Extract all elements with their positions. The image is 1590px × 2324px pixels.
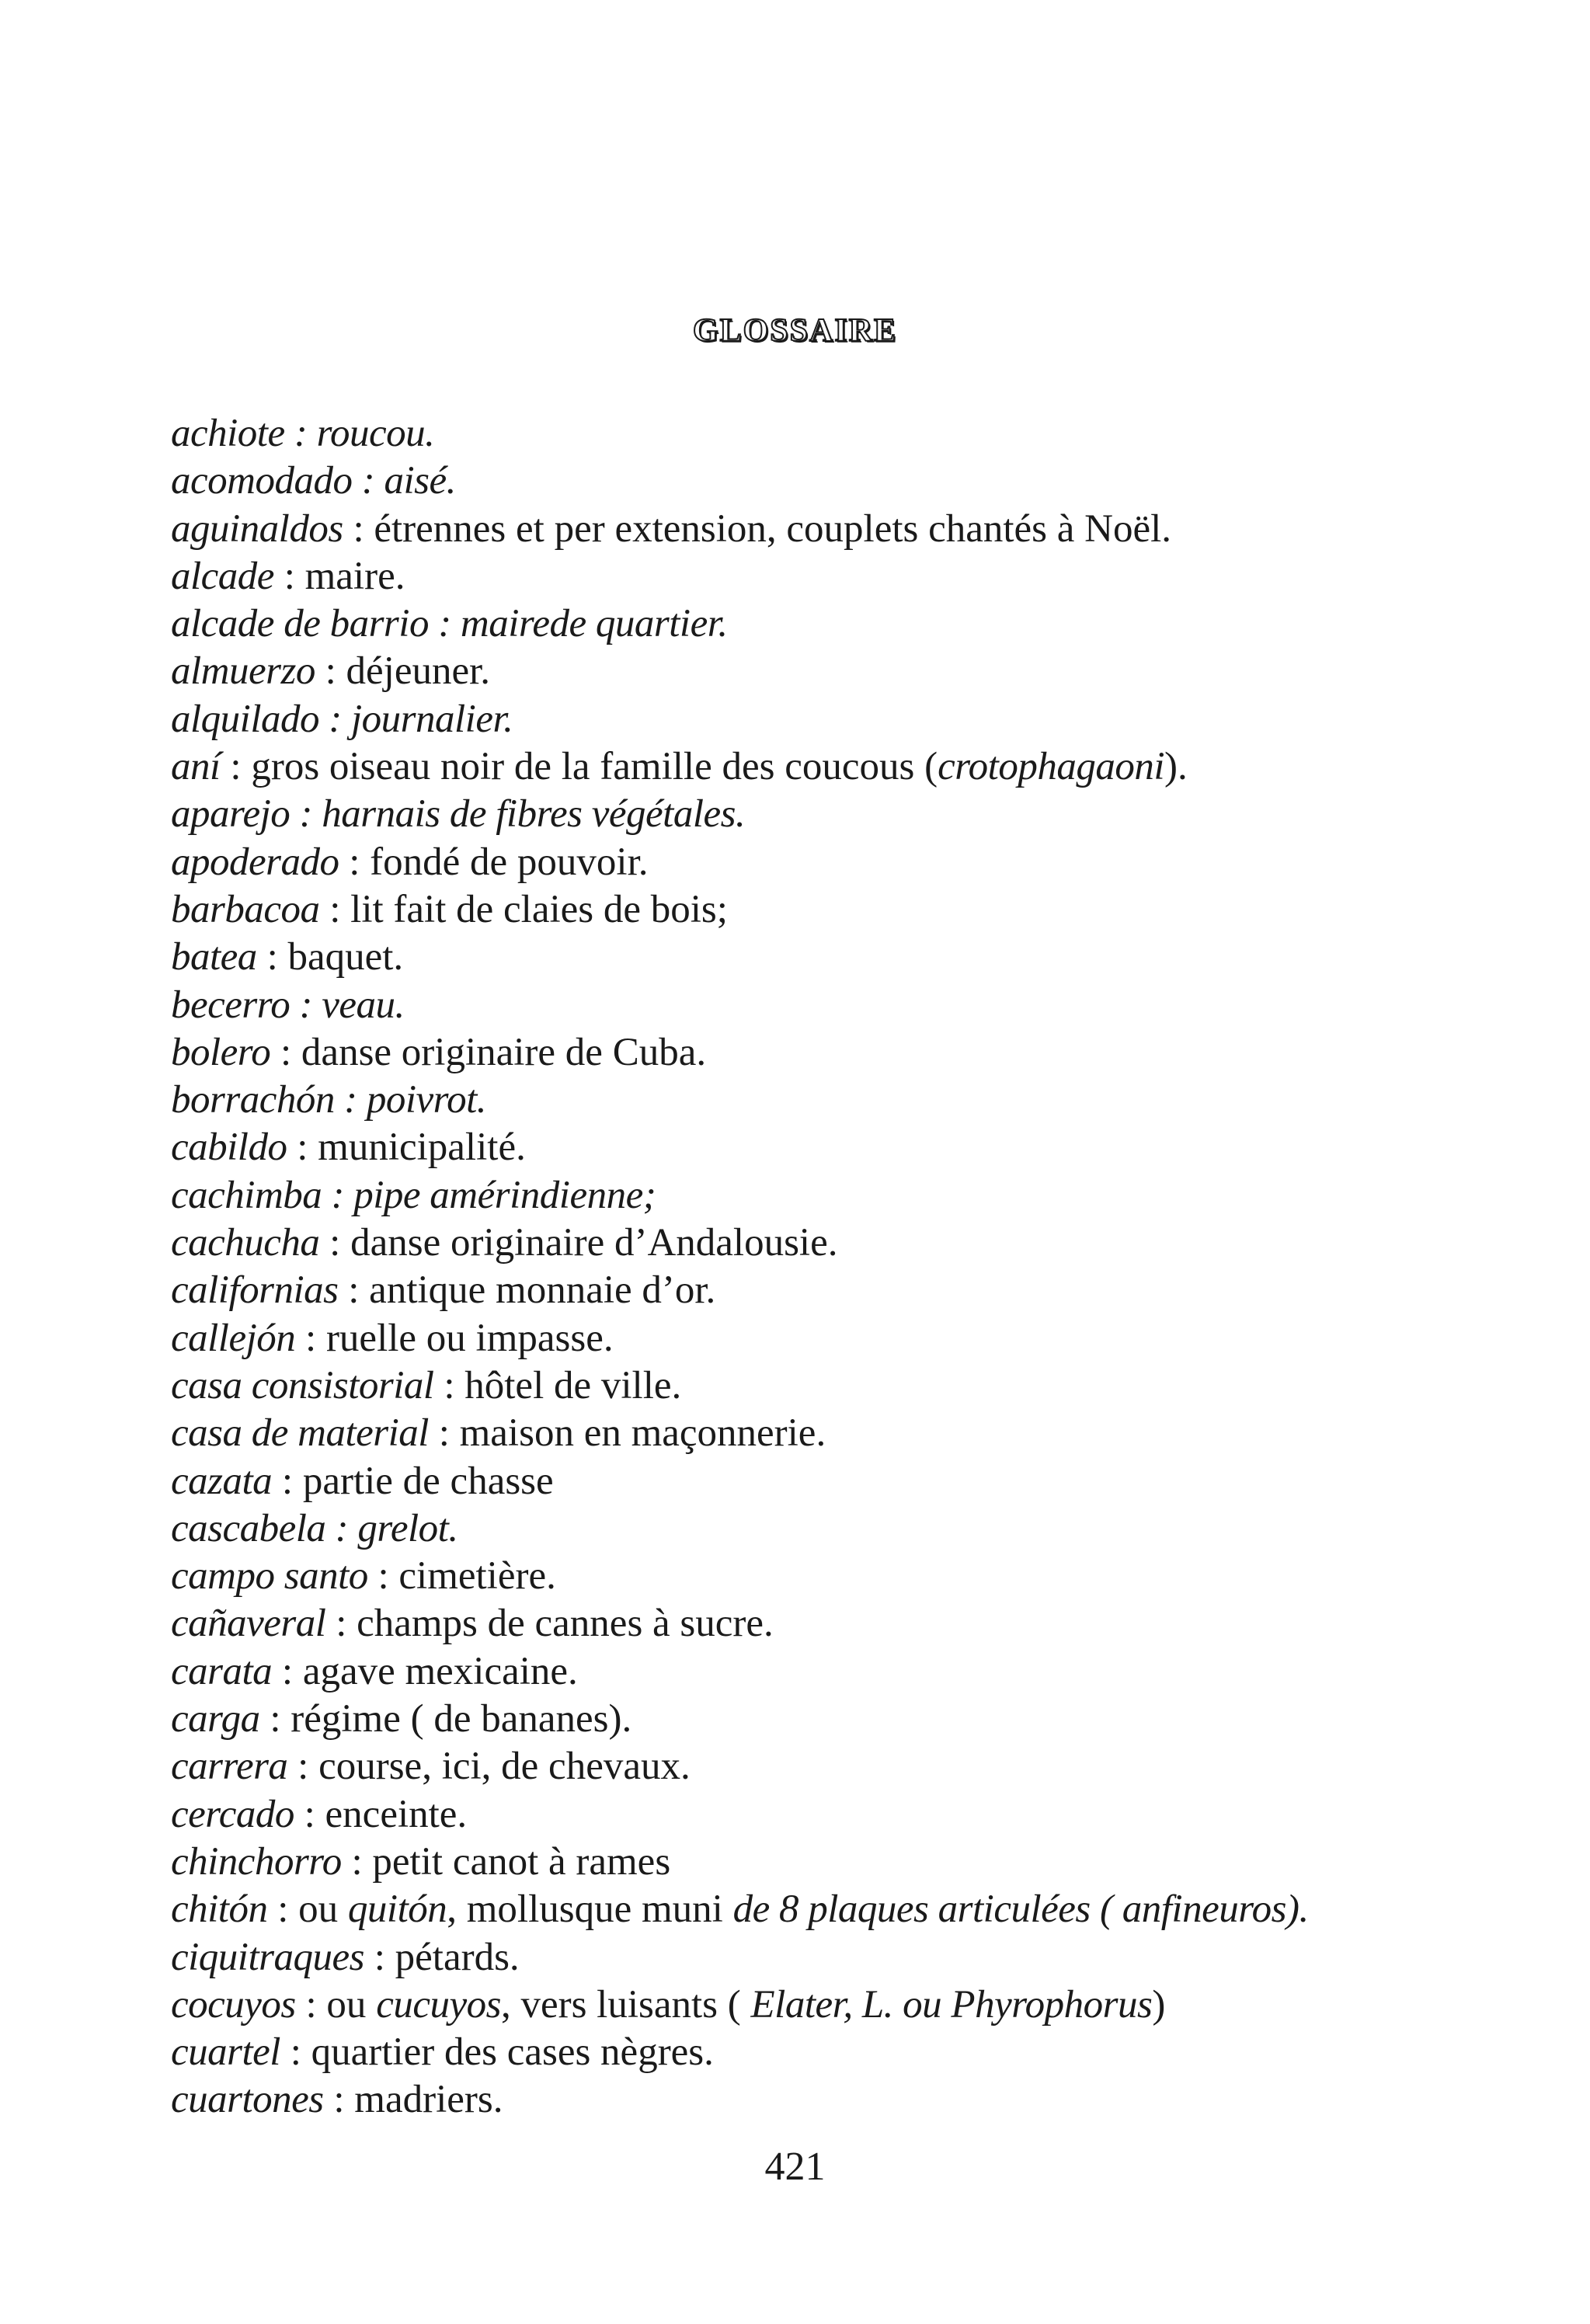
- glossary-entry: [171, 2076, 1507, 2124]
- glossary-entry: [171, 1934, 1507, 1981]
- glossary-term: cuartel: [171, 2030, 280, 2075]
- glossary-term: apoderado: [171, 840, 339, 884]
- glossary-definition: : pétards.: [364, 1935, 520, 1979]
- glossary-term: cazata: [171, 1459, 273, 1503]
- glossary-definition: : madriers.: [323, 2078, 503, 2122]
- glossary-entry: [171, 410, 1507, 457]
- glossary-entry: [171, 934, 1507, 981]
- glossary-definition: : antique monnaie d’or.: [338, 1268, 716, 1313]
- glossary-definition: : baquet.: [256, 935, 404, 979]
- glossary-entry: [171, 1267, 1507, 1314]
- glossary-term: ciquitraques: [171, 1935, 364, 1979]
- glossary-definition: : enceinte.: [294, 1792, 468, 1836]
- glossary-entry: [171, 1458, 1507, 1505]
- glossary-entry: [171, 1029, 1507, 1077]
- glossary-entry: [171, 1600, 1507, 1647]
- glossary-entry: [171, 1553, 1507, 1600]
- glossary-definition: , vers luisants (: [500, 1982, 751, 2027]
- glossary-definition: : agave mexicaine.: [272, 1649, 578, 1693]
- glossary-definition: : gros oiseau noir de la famille des coucous (: [220, 745, 938, 789]
- glossary-definition: : maire.: [273, 554, 405, 598]
- glossary-term: almuerzo: [171, 649, 315, 694]
- glossary-definition: : ou: [267, 1887, 348, 1932]
- glossary-term: chitón: [171, 1887, 268, 1932]
- page-number: 421: [764, 2145, 826, 2189]
- glossary-entry: [171, 1124, 1507, 1171]
- glossary-definition: : régime ( de bananes).: [259, 1697, 632, 1741]
- glossary-entry: [171, 1743, 1507, 1790]
- glossary-term: cuartones: [171, 2078, 324, 2122]
- glossary-term: aní: [171, 745, 221, 789]
- glossary-entry: [171, 553, 1507, 600]
- glossary-term: barbacoa: [171, 887, 320, 931]
- glossary-definition: : ou: [295, 1982, 377, 2027]
- glossary-definition: : maison en maçonnerie.: [428, 1411, 826, 1456]
- glossary-definition: : municipalité.: [287, 1125, 526, 1170]
- glossary-term: de 8 plaques articulées ( anfineuros).: [732, 1887, 1309, 1932]
- glossary-term: cercado: [171, 1792, 294, 1836]
- glossary-definition: : course, ici, de chevaux.: [287, 1745, 691, 1789]
- glossary-entry: [171, 886, 1507, 934]
- glossary-definition: ): [1152, 1982, 1166, 2027]
- glossary-term: chinchorro: [171, 1839, 342, 1884]
- glossary-term: alcade de barrio : mairede quartier.: [171, 602, 728, 646]
- glossary-term: cabildo: [171, 1125, 287, 1170]
- glossary-list: [171, 410, 1507, 2124]
- glossary-definition: ).: [1164, 745, 1188, 789]
- glossary-entry: [171, 1219, 1507, 1267]
- glossary-entry: [171, 1077, 1507, 1124]
- glossary-definition: : fondé de pouvoir.: [339, 840, 649, 884]
- glossary-entry: [171, 743, 1507, 791]
- glossary-term: casa consistorial: [171, 1363, 434, 1407]
- glossary-entry: [171, 1696, 1507, 1743]
- glossary-term: carata: [171, 1649, 273, 1693]
- glossary-definition: : champs de cannes à sucre.: [325, 1602, 774, 1646]
- glossary-definition: : quartier des cases nègres.: [280, 2030, 714, 2075]
- glossary-definition: : hôtel de ville.: [433, 1363, 682, 1407]
- glossary-entry: [171, 1315, 1507, 1362]
- glossary-definition: : danse originaire d’Andalousie.: [319, 1221, 838, 1265]
- glossary-term: borrachón : poivrot.: [171, 1078, 486, 1122]
- glossary-term: campo santo: [171, 1554, 368, 1599]
- glossary-entry: [171, 1648, 1507, 1696]
- glossary-definition: : partie de chasse: [272, 1459, 554, 1503]
- glossary-term: becerro : veau.: [171, 983, 405, 1027]
- page-title: GLOSSAIRE: [692, 313, 898, 349]
- glossary-term: aparejo : harnais de fibres végétales.: [171, 792, 746, 837]
- glossary-definition: : ruelle ou impasse.: [295, 1316, 614, 1360]
- glossary-term: quitón: [347, 1887, 447, 1932]
- glossary-definition: : cimetière.: [367, 1554, 556, 1599]
- glossary-term: carga: [171, 1697, 260, 1741]
- glossary-term: cucuyos: [376, 1982, 501, 2027]
- glossary-term: carrera: [171, 1745, 288, 1789]
- glossary-term: callejón: [171, 1316, 296, 1360]
- glossary-term: alquilado : journalier.: [171, 697, 513, 741]
- glossary-term: cocuyos: [171, 1982, 296, 2027]
- glossary-term: aguinaldos: [171, 506, 343, 551]
- glossary-term: achiote : roucou.: [171, 412, 435, 455]
- glossary-entry: [171, 839, 1507, 886]
- glossary-entry: [171, 648, 1507, 695]
- glossary-entry: [171, 1362, 1507, 1410]
- glossary-term: crotophagaoni: [938, 745, 1165, 789]
- glossary-term: acomodado : aisé.: [171, 459, 456, 503]
- glossary-term: cañaveral: [171, 1602, 326, 1646]
- glossary-term: Elater, L. ou Phyrophorus: [750, 1982, 1153, 2027]
- glossary-term: cascabela : grelot.: [171, 1506, 458, 1550]
- glossary-term: cachucha: [171, 1221, 320, 1265]
- glossary-entry: [171, 1172, 1507, 1219]
- glossary-entry: [171, 1886, 1507, 1933]
- glossary-entry: [171, 982, 1507, 1029]
- glossary-term: californias: [171, 1268, 339, 1313]
- glossary-term: alcade: [171, 554, 274, 598]
- glossary-term: casa de material: [171, 1411, 429, 1456]
- glossary-entry: [171, 1505, 1507, 1553]
- glossary-entry: [171, 791, 1507, 838]
- glossary-definition: : déjeuner.: [315, 649, 491, 694]
- glossary-term: batea: [171, 935, 257, 979]
- glossary-entry: [171, 696, 1507, 743]
- glossary-definition: : lit fait de claies de bois;: [319, 887, 728, 931]
- glossary-entry: [171, 1410, 1507, 1457]
- glossary-entry: [171, 1839, 1507, 1886]
- glossary-entry: [171, 457, 1507, 505]
- glossary-entry: [171, 600, 1507, 648]
- glossary-term: cachimba : pipe amérindienne;: [171, 1173, 656, 1217]
- glossary-definition: : petit canot à rames: [341, 1839, 671, 1884]
- glossary-definition: : étrennes et per extension, couplets chantés à Noël.: [343, 506, 1172, 551]
- glossary-entry: [171, 1791, 1507, 1839]
- glossary-term: bolero: [171, 1030, 271, 1074]
- glossary-entry: [171, 506, 1507, 553]
- glossary-entry: [171, 1981, 1507, 2029]
- glossary-definition: : danse originaire de Cuba.: [270, 1030, 707, 1074]
- glossary-definition: , mollusque muni: [447, 1887, 733, 1932]
- glossary-entry: [171, 2029, 1507, 2076]
